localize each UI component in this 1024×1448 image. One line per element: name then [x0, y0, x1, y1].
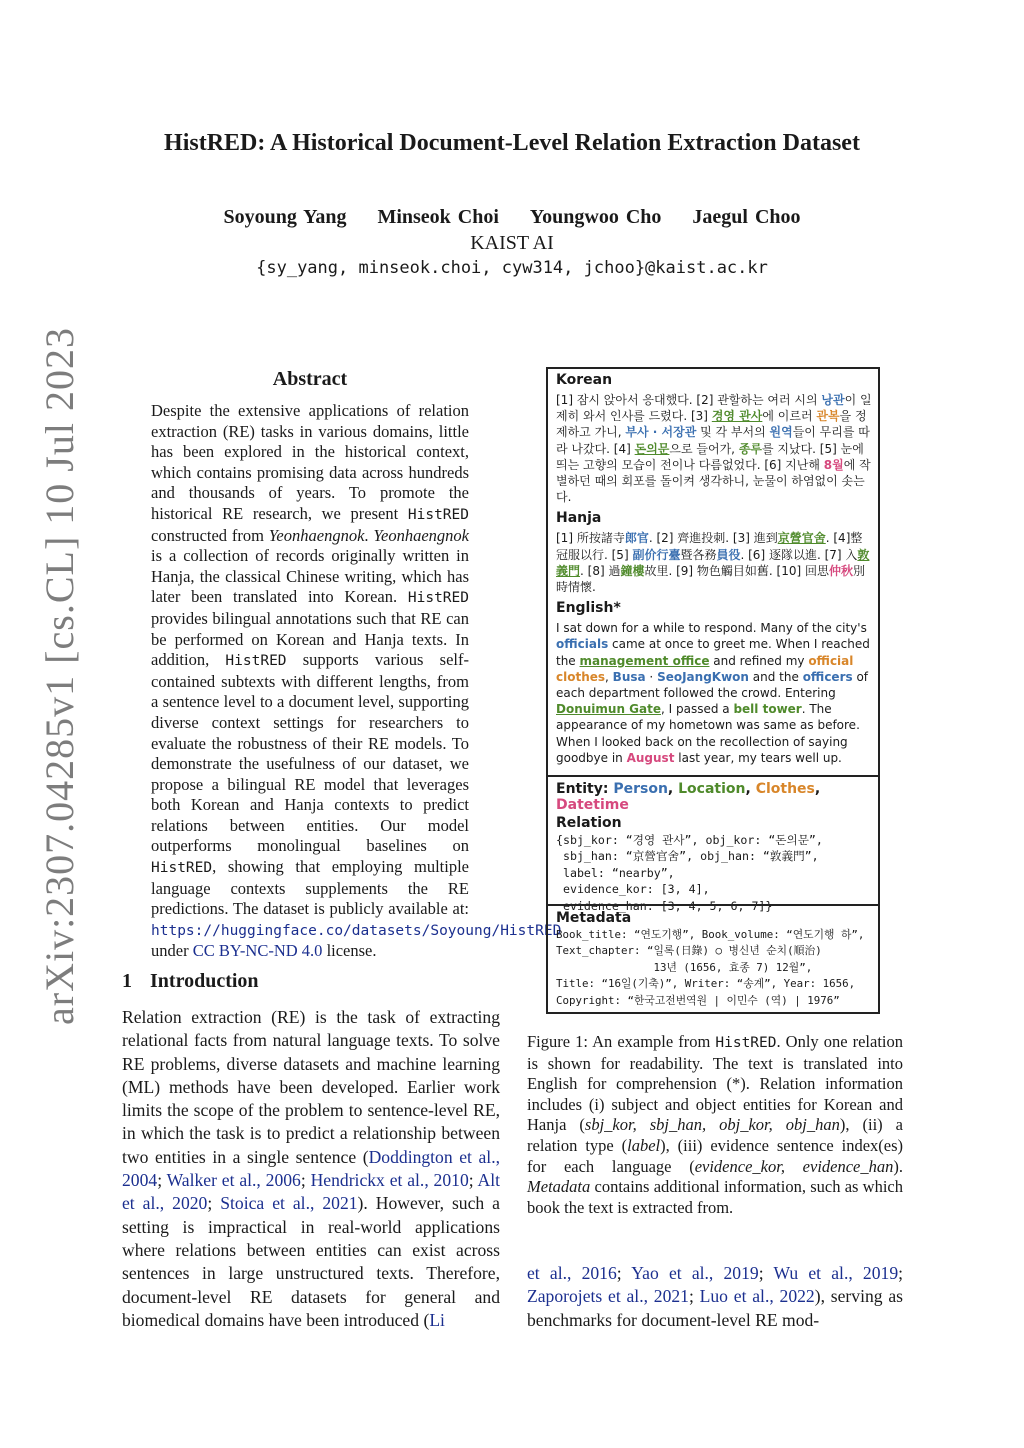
legend-person: Person — [613, 781, 668, 797]
text-run: . [8] 過 — [580, 563, 621, 578]
text-run: 들이 무리를 따라 나갔다. [4] — [556, 425, 870, 456]
figure-metadata-section — [548, 904, 878, 1009]
citation-link[interactable]: Luo et al., 2022 — [699, 1286, 815, 1307]
citation-link[interactable]: Wu et al., 2019 — [773, 1263, 899, 1283]
text-run: 을 정제하고 가니, — [556, 409, 867, 440]
text-run: under — [151, 941, 193, 961]
text-run: [1] 잠시 앉아서 응대했다. [2] 관할하는 여러 시의 — [556, 393, 822, 407]
figure-1-example-box — [546, 367, 880, 1014]
entity-clothes: official clothes — [556, 653, 854, 684]
text-run: last year, my tears well up. — [674, 750, 842, 765]
entity-person: 부사 · 서장관 — [625, 425, 697, 440]
entity-person: Busa — [612, 669, 646, 684]
relation-line: label: “nearby”, — [556, 865, 675, 880]
author-name: Minseok Choi — [377, 206, 499, 228]
source-name: Yeonhaengnok — [268, 525, 365, 545]
text-run: , I passed a — [661, 702, 734, 717]
korean-text — [556, 392, 872, 505]
text-run: . The appearance of my hometown was same as before. When I looked back on the recollection of saying goodbye in — [556, 702, 860, 765]
text-run: Despite the extensive applications of relation extraction (RE) tasks in various domains, little has been explored in the historical context, which contains promising data across hundreds and thousands of years. To promote the historical RE research, we present — [151, 401, 469, 523]
text-run: ), serving as benchmarks for document-level RE mod- — [527, 1286, 903, 1330]
text-run: is a collection of records originally written in Hanja, the classical Chinese writing, which has later been translated into Korean. — [151, 546, 469, 607]
entity-person: SeoJangKwon — [657, 669, 749, 684]
entity-location: management office — [579, 653, 710, 668]
dataset-url-link[interactable]: https://huggingface.co/datasets/Soyoung/HistRED — [151, 922, 562, 939]
text-run: 으로 들어가, — [669, 441, 739, 456]
text-run: 故里. [9] 物色觸目如舊. [10] 回思 — [644, 563, 830, 578]
legend-location: Location — [678, 781, 746, 797]
text-run: ). — [893, 1156, 903, 1176]
entity-person: 員役 — [716, 547, 741, 562]
text-run: I sat down for a while to respond. Many of the city's — [556, 621, 867, 636]
text-run: 에 작별하던 때의 회포를 돌이켜 생각하니, 눈물이 하염없이 솟는다. — [556, 457, 871, 505]
relation-label: Relation — [556, 815, 622, 831]
english-label: English* — [556, 600, 621, 617]
author-name: Soyoung Yang — [223, 206, 347, 228]
entity-location: bell tower — [733, 702, 802, 717]
entity-person: 원역 — [769, 425, 793, 440]
text-run: and refined my — [709, 653, 809, 668]
right-column-body: et al., 2016; Yao et al., 2019; Wu et al., 2019; Zaporojets et al., 2021; Luo et al., 2022), serving as benchmarks for document-level RE mod- — [527, 1263, 904, 1330]
license-link[interactable]: CC BY-NC-ND 4.0 — [192, 941, 323, 961]
citation-link[interactable]: Doddington et al., 2004 — [122, 1146, 500, 1191]
italic-term: sbj_kor, sbj_han, obj_kor, obj_han — [584, 1115, 840, 1135]
text-run: 暨各務 — [680, 547, 717, 562]
entity-legend-label: Entity: — [556, 781, 609, 797]
entity-datetime: August — [626, 750, 675, 765]
entity-legend: Entity: Person, Location, Clothes, Datetime — [556, 781, 821, 813]
entity-clothes: 관복 — [816, 409, 840, 424]
metadata-label: Metadata — [556, 910, 632, 926]
metadata-line: Text_chapter: “일록(日錄) ○ 병신년 순치(順治) — [556, 944, 822, 958]
citation-link[interactable]: Li — [429, 1309, 445, 1330]
citation-link[interactable]: Hendrickx et al., 2010 — [310, 1170, 469, 1191]
text-run: of each department followed the crowd. Entering — [556, 669, 869, 701]
text-run: 및 각 부서의 — [696, 425, 770, 440]
text-run: . [6] 逐隊以進. [7] 入 — [740, 547, 858, 562]
text-run: · — [645, 669, 658, 684]
dataset-name: HistRED — [715, 1035, 777, 1051]
text-run: Relation extraction (RE) is the task of extracting relational facts from natural language texts. To solve RE problems, diverse datasets and machine learning (ML) methods have been developed. Earlier work limits the scope of the problem to sentence-level RE, in which the task is to predict a relationship between two entities in a single sentence ( — [122, 1007, 500, 1167]
citation-link[interactable]: Alt et al., 2020 — [122, 1170, 500, 1214]
figure-korean-section — [548, 372, 878, 766]
korean-label: Korean — [556, 372, 613, 388]
entity-person: officials — [556, 637, 609, 652]
entity-person: 낭관 — [821, 393, 845, 407]
text-run: . Only one relation is shown for readability. The text is translated into English for comprehension (*). Relation information includes (i) subject and object entities for Korean and Hanja ( — [527, 1032, 903, 1135]
hanja-text — [556, 530, 872, 595]
citation-link[interactable]: Zaporojets et al., 2021 — [527, 1286, 689, 1307]
metadata-line: 13년 (1656, 효종 7) 12월”, — [556, 960, 813, 974]
author-name: Youngwoo Cho — [529, 206, 662, 228]
text-run: 이 일제히 와서 인사를 드렸다. [3] — [556, 393, 872, 424]
dataset-name: HistRED — [407, 590, 469, 607]
text-run: license. — [322, 941, 377, 961]
text-run: constructed from — [151, 525, 269, 545]
introduction-body: Relation extraction (RE) is the task of extracting relational facts from natural language texts. To solve RE problems, diverse datasets and machine learning (ML) methods have been developed. Earlier work limits the scope of the problem to sentence-level RE, in which the task is to predict a relationship between two entities in a single sentence (Doddington et al., 2004; Walker et al., 2006; Hendrickx et al., 2010; Alt et al., 2020; Stoica et al., 2021). However, such a setting is impractical in real-world applications where relations between entities can exist across sentences in large unstructured texts. Therefore, document-level RE datasets for general and biomedical domains have been introduced (Li — [122, 1007, 500, 1330]
hanja-label: Hanja — [556, 510, 602, 527]
text-run: , — [605, 669, 613, 684]
abstract-body — [151, 401, 562, 962]
text-run: ). However, such a setting is impractical in real-world applications where relations between entities can exist across sentences in large unstructured texts. Therefore, document-level RE datasets for general and biomedical domains have been introduced ( — [122, 1193, 500, 1330]
source-name: Yeonhaengnok — [373, 525, 469, 545]
author-emails: {sy_yang, minseok.choi, cyw314, jchoo}@kaist.ac.kr — [256, 258, 768, 278]
entity-location: 종루 — [738, 441, 762, 456]
metadata-line: Title: “16일(기축)”, Writer: “송계”, Year: 1656, — [556, 977, 856, 991]
section-title: Introduction — [150, 970, 259, 992]
text-run: came at once to greet me. When I reached the — [556, 637, 870, 668]
text-run: Figure 1: An example from — [527, 1032, 716, 1051]
text-run: . — [364, 525, 374, 545]
text-run: 別時情懷. — [556, 563, 866, 595]
relation-line: evidence_han: [3, 4, 5, 6, 7]} — [556, 898, 773, 913]
section-number: 1 — [122, 970, 132, 992]
text-run: contains additional information, such as which book the text is extracted from. — [527, 1177, 903, 1217]
italic-term: label — [627, 1135, 661, 1155]
citation-link[interactable]: Stoica et al., 2021 — [220, 1193, 358, 1214]
arxiv-identifier-stamp: arXiv:2307.04285v1 [cs.CL] 10 Jul 2023 — [37, 327, 82, 1025]
citation-link[interactable]: Yao et al., 2019 — [631, 1263, 759, 1283]
legend-datetime: Datetime — [556, 797, 629, 813]
entity-person: 郎官 — [624, 531, 649, 546]
abstract-heading: Abstract — [272, 368, 348, 390]
dataset-name: HistRED — [225, 653, 287, 670]
entity-person: 副价行臺 — [632, 547, 681, 562]
text-run: [1] 所按諸寺 — [556, 531, 625, 546]
relation-line: {sbj_kor: “경영 관사”, obj_kor: “돈의문”, — [556, 833, 823, 847]
italic-term: Metadata — [527, 1177, 591, 1197]
entity-datetime: 8월 — [823, 457, 844, 472]
entity-datetime: 仲秋 — [829, 563, 854, 578]
dataset-name: HistRED — [151, 860, 213, 877]
relation-line: sbj_han: “京營官舍”, obj_han: “敦義門”, — [556, 849, 819, 864]
text-run: 를 지났다. [5] 눈에 띄는 고향의 모습이 전이나 다름없었다. [6] 지난해 — [556, 441, 864, 472]
citation-link[interactable]: Walker et al., 2006 — [166, 1170, 301, 1191]
metadata-line: Copyright: “한국고전번역원 | 이민수 (역) | 1976” — [556, 993, 840, 1007]
entity-location: 京營官舍 — [777, 531, 826, 546]
affiliation: KAIST AI — [470, 232, 554, 254]
author-name: Jaegul Choo — [692, 206, 801, 228]
text-run: . [4]整冠服以行. [5] — [556, 531, 863, 562]
entity-location: 敦義門 — [556, 547, 870, 578]
legend-clothes: Clothes — [755, 781, 815, 797]
figure-1-caption — [527, 1032, 903, 1218]
metadata-line: Book_title: “연도기행”, Book_volume: “연도기행 하”, — [556, 928, 865, 941]
text-run: . [2] 齊進投刺. [3] 進到 — [648, 531, 778, 546]
text-run: ), (ii) a relation type ( — [527, 1115, 903, 1155]
text-run: , showing that employing multiple language contexts supplements the RE predictions. The dataset is publicly available at: — [151, 857, 469, 919]
entity-location: Donuimun Gate — [556, 702, 661, 717]
italic-term: evidence_kor, evidence_han — [694, 1156, 894, 1176]
section-heading-introduction — [122, 970, 259, 993]
text-run: and the — [748, 669, 803, 684]
entity-location: 경영 관사 — [711, 409, 763, 424]
entity-location: 鐘樓 — [620, 563, 645, 578]
relation-line: evidence_kor: [3, 4], — [556, 882, 710, 897]
entity-person: officers — [802, 669, 853, 684]
figure-entity-relation-section — [548, 775, 878, 914]
text-run: ), (iii) evidence sentence index(es) for each language ( — [527, 1135, 903, 1176]
citation-link[interactable]: et al., 2016 — [527, 1263, 617, 1283]
paper-title: HistRED: A Historical Document-Level Relation Extraction Dataset — [164, 130, 860, 156]
text-run: 에 이르러 — [762, 409, 817, 424]
text-run: provides bilingual annotations such that RE can be performed on Korean and Hanja texts. In addition, — [151, 608, 469, 670]
english-text — [556, 620, 872, 766]
entity-location: 돈의문 — [634, 441, 670, 456]
author-list — [0, 206, 1024, 229]
text-run: supports various self-contained subtexts with different lengths, from a sentence level to a document level, supporting diverse context settings for researchers to evaluate the robustness of their RE models. To demonstrate the usefulness of our dataset, we propose a bilingual RE model that leverages both Korean and Hanja contexts to predict relations between entities. Our model outperforms monolingual baselines on — [151, 650, 469, 856]
dataset-name: HistRED — [407, 506, 469, 523]
